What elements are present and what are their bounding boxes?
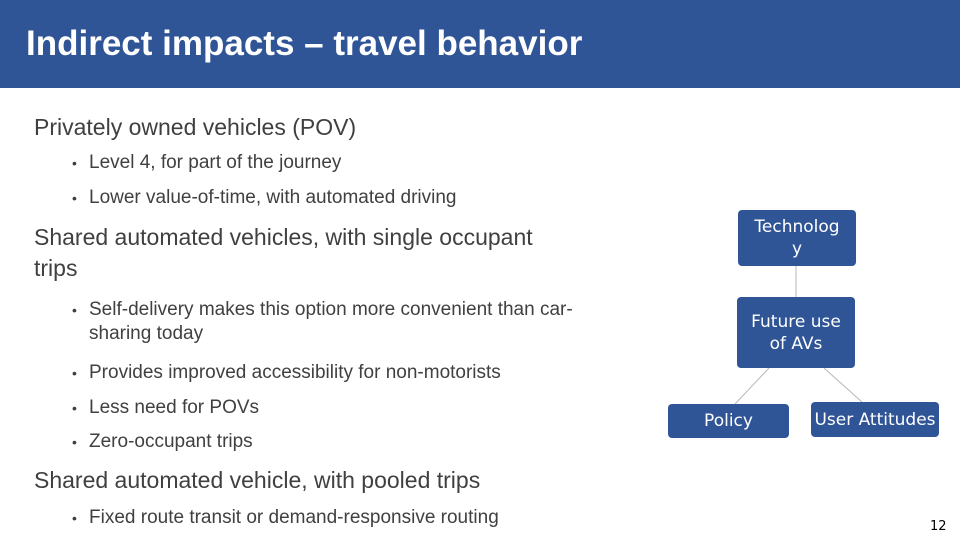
shared-single-heading (34, 222, 634, 284)
shared-pooled-bullet-1-text: Fixed route transit or demand-responsive routing (89, 507, 499, 528)
shared-single-bullet-1-line1: Self-delivery makes this option more convenient than car- (89, 299, 573, 320)
shared-single-bullet-4 (72, 430, 652, 454)
bullet-icon: • (72, 434, 77, 450)
shared-single-heading-line2: trips (34, 255, 78, 281)
shared-single-bullet-3 (72, 396, 652, 420)
bullet-icon: • (72, 365, 77, 381)
shared-single-bullet-1-line2: sharing today (89, 323, 204, 344)
pov-bullet-1-text: Level 4, for part of the journey (89, 152, 342, 173)
shared-pooled-bullet-1 (72, 506, 652, 530)
node-future-use-line1: Future use (751, 311, 841, 332)
shared-single-heading-line1: Shared automated vehicles, with single occupant (34, 224, 533, 250)
node-future-use-line2: of AVs (769, 333, 823, 354)
shared-single-bullet-2 (72, 361, 652, 385)
bullet-icon: • (72, 302, 77, 318)
shared-single-bullet-3-text: Less need for POVs (89, 397, 260, 418)
pov-bullet-1 (72, 151, 652, 175)
shared-single-bullet-1 (72, 298, 652, 346)
bullet-icon: • (72, 155, 77, 171)
page-number: 12 (930, 519, 947, 534)
shared-pooled-heading: Shared automated vehicle, with pooled trips (34, 467, 481, 493)
bullet-icon: • (72, 510, 77, 526)
bullet-icon: • (72, 400, 77, 416)
bullet-icon: • (72, 190, 77, 206)
node-technology-line1: Technolog (754, 217, 840, 237)
node-technology-line2: y (791, 239, 803, 259)
node-future-use (737, 297, 855, 368)
pov-heading: Privately owned vehicles (POV) (34, 114, 357, 140)
shared-single-bullet-2-text: Provides improved accessibility for non-motorists (89, 362, 501, 383)
node-policy: Policy (668, 404, 789, 438)
shared-single-bullet-4-text: Zero-occupant trips (89, 431, 253, 452)
node-user-attitudes: User Attitudes (811, 402, 939, 437)
slide-title: Indirect impacts – travel behavior (26, 24, 583, 63)
pov-bullet-2-text: Lower value-of-time, with automated driving (89, 187, 457, 208)
node-technology (738, 210, 856, 266)
pov-bullet-2 (72, 186, 652, 210)
